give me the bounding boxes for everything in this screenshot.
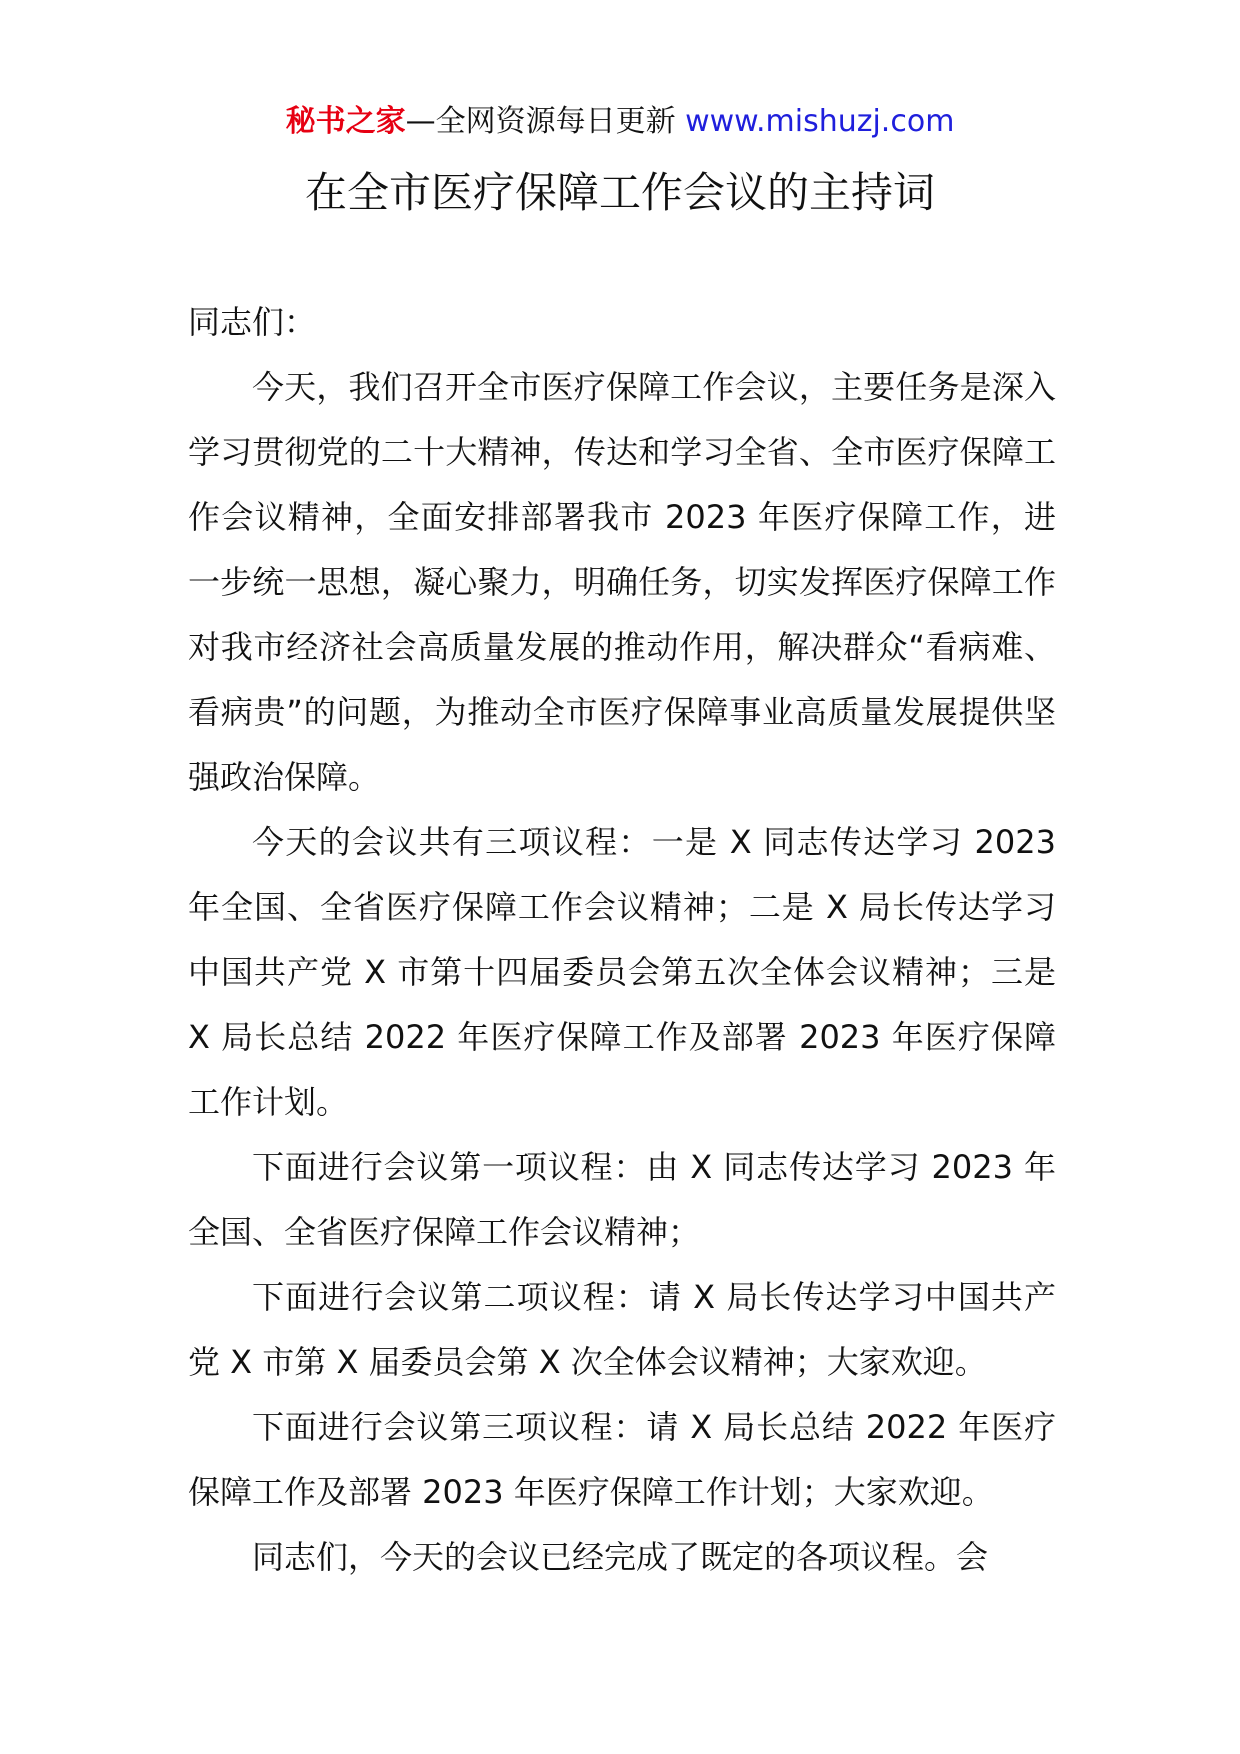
salutation: 同志们：: [188, 303, 317, 341]
document-title: 在全市医疗保障工作会议的主持词: [304, 168, 935, 217]
document-body: [188, 290, 1056, 1590]
paragraph-item-two: 下面进行会议第二项议程：请 X 局长传达学习中国共产党 X 市第 X 届委员会第 X 次全体会议精神；大家欢迎。: [188, 1278, 1056, 1381]
site-header: [0, 102, 1240, 142]
header-tagline: —全网资源每日更新: [405, 104, 676, 139]
paragraph-closing: 同志们，今天的会议已经完成了既定的各项议程。会: [252, 1538, 989, 1576]
brand-name: 秘书之家: [285, 104, 406, 139]
paragraph-item-one: 下面进行会议第一项议程：由 X 同志传达学习 2023 年全国、全省医疗保障工作会议精神；: [188, 1148, 1056, 1251]
paragraph-agenda: 今天的会议共有三项议程：一是 X 同志传达学习 2023 年全国、全省医疗保障工作会议精神；二是 X 局长传达学习中国共产党 X 市第十四届委员会第五次全体会议精神；三是 X 局长总结 2022 年医疗保障工作及部署 2023 年医疗保障工作计划。: [188, 823, 1056, 1121]
paragraph-item-three: 下面进行会议第三项议程：请 X 局长总结 2022 年医疗保障工作及部署 2023 年医疗保障工作计划；大家欢迎。: [188, 1408, 1056, 1511]
paragraph-opening: 今天，我们召开全市医疗保障工作会议，主要任务是深入学习贯彻党的二十大精神，传达和学习全省、全市医疗保障工作会议精神，全面安排部署我市 2023 年医疗保障工作，进一步统一思想，凝心聚力，明确任务，切实发挥医疗保障工作对我市经济社会高质量发展的推动作用，解决群众“看病难、看病贵”的问题，为推动全市医疗保障事业高质量发展提供坚强政治保障。: [188, 368, 1056, 796]
site-url-link[interactable]: www.mishuzj.com: [675, 104, 955, 139]
